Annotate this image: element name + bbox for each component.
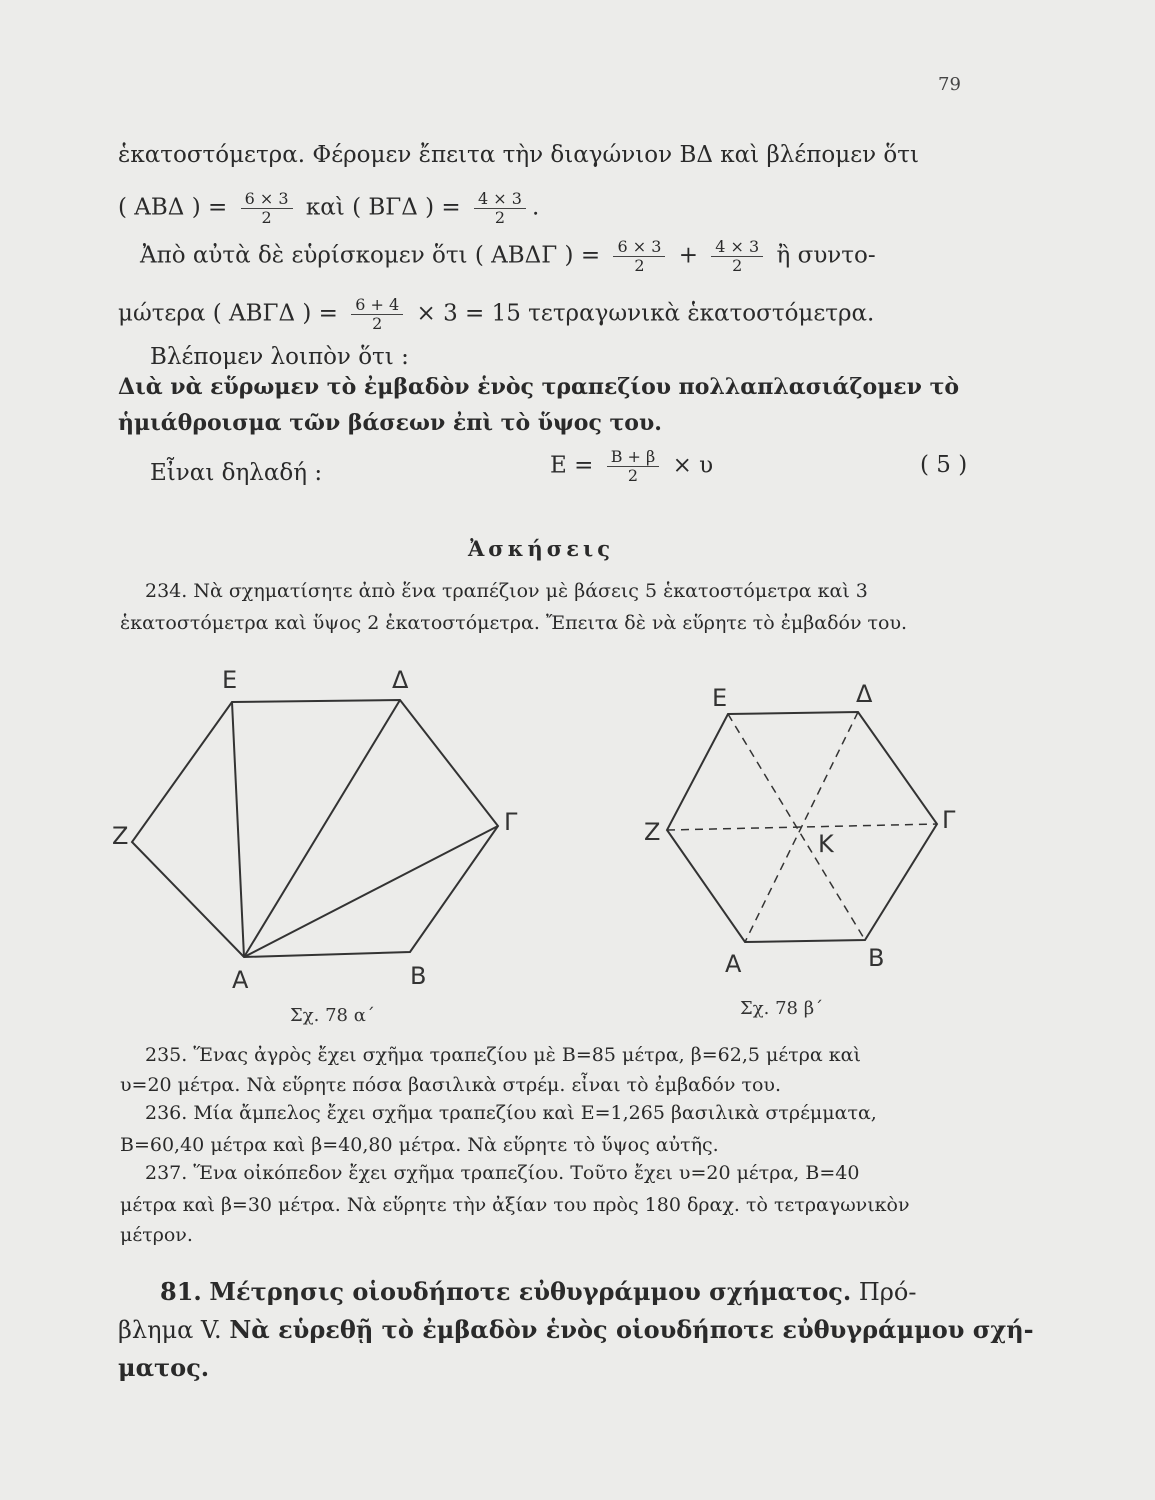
- fraction-denominator: 2: [627, 466, 639, 485]
- fraction-denominator: 2: [261, 208, 272, 227]
- para2-text-end: ἢ συντο-: [776, 242, 876, 269]
- exercise-236-line1: 236. Μία ἄμπελος ἔχει σχῆμα τραπεζίου καὶ Ε=1,265 βασιλικὰ στρέμματα,: [145, 1102, 877, 1124]
- vertex-label-g: Γ: [504, 808, 518, 836]
- section-81-line3: [118, 1352, 209, 1384]
- diagonal-da: [745, 712, 858, 942]
- rule-line2: ἡμιάθροισμα τῶν βάσεων ἐπὶ τὸ ὕψος του.: [118, 410, 662, 436]
- fraction-numerator: 6 × 3: [241, 190, 293, 209]
- fraction-numerator: 6 + 4: [351, 296, 403, 315]
- section-title: Μέτρησις οἱουδήποτε εὐθυγράμμου σχήματος.: [209, 1277, 852, 1306]
- vertex-label-g: Γ: [942, 806, 956, 834]
- exercise-237-line2: μέτρα καὶ β=30 μέτρα. Νὰ εὕρητε τὴν ἀξίαν του πρὸς 180 δραχ. τὸ τετραγωνικὸν: [120, 1194, 910, 1216]
- section-line1-end: Πρό-: [858, 1278, 917, 1306]
- section-81-line1: [160, 1276, 916, 1308]
- exercise-235-line2: υ=20 μέτρα. Νὰ εὕρητε πόσα βασιλικὰ στρέμ. εἶναι τὸ ἐμβαδόν του.: [120, 1074, 781, 1096]
- hexagon-a: [132, 700, 498, 957]
- para2-text-start: Ἀπὸ αὐτὰ δὲ εὑρίσκομεν ὅτι ( ΑΒΔΓ ) =: [140, 242, 601, 269]
- section-81-line2: [118, 1314, 1034, 1346]
- fraction-denominator: 2: [494, 208, 506, 227]
- area-abd-label: ( ΑΒΔ ) =: [118, 194, 228, 221]
- exercise-236-line2: Β=60,40 μέτρα καὶ β=40,80 μέτρα. Νὰ εὕρητε τὸ ὕψος αὐτῆς.: [120, 1134, 719, 1156]
- fraction-denominator: 2: [634, 256, 645, 275]
- fraction-numerator: 4 × 3: [474, 190, 526, 209]
- figure-78a: [132, 700, 498, 957]
- area-bgd-label: καὶ ( ΒΓΔ ) =: [305, 194, 461, 221]
- figure-caption-a: Σχ. 78 α΄: [290, 1005, 375, 1026]
- para3: Βλέπομεν λοιπὸν ὅτι :: [150, 344, 409, 370]
- exercises-heading: Ἀσκήσεις: [468, 536, 614, 561]
- vertex-label-b: Β: [868, 944, 885, 972]
- section-number: 81.: [160, 1277, 202, 1306]
- period: .: [531, 194, 540, 221]
- figure-78b: [667, 712, 937, 942]
- exercise-237-line1: 237. Ἕνα οἰκόπεδον ἔχει σχῆμα τραπεζίου. Τοῦτο ἔχει υ=20 μέτρα, Β=40: [145, 1162, 860, 1184]
- para2-line2-start: μώτερα ( ΑΒΓΔ ) =: [118, 300, 338, 327]
- problem-label: βλημα V.: [118, 1316, 222, 1344]
- formula-rhs: × υ: [672, 452, 714, 479]
- diagonal-ag: [244, 826, 498, 957]
- vertex-label-d: Δ: [392, 666, 409, 694]
- fraction-numerator: Β + β: [607, 448, 660, 467]
- vertex-label-e: Ε: [222, 666, 238, 694]
- formula-ref: ( 5 ): [920, 452, 968, 478]
- figure-caption-b: Σχ. 78 β΄: [740, 998, 824, 1019]
- exercise-234-line2: ἑκατοστόμετρα καὶ ὕψος 2 ἑκατοστόμετρα. Ἔπειτα δὲ νὰ εὕρητε τὸ ἐμβαδόν του.: [120, 612, 908, 634]
- fraction-denominator: 2: [732, 256, 743, 275]
- para1-line1: ἑκατοστόμετρα. Φέρομεν ἔπειτα τὴν διαγώνιον ΒΔ καὶ βλέπομεν ὅτι: [118, 142, 920, 168]
- formula-lhs: Ε =: [550, 452, 594, 479]
- vertex-label-a: Α: [232, 966, 249, 994]
- exercise-235-line1: 235. Ἕνας ἀγρὸς ἔχει σχῆμα τραπεζίου μὲ Β=85 μέτρα, β=62,5 μέτρα καὶ: [145, 1044, 861, 1066]
- diagonal-ae: [232, 702, 244, 957]
- center-label-k: Κ: [818, 830, 834, 858]
- exercise-237-line3: μέτρον.: [120, 1224, 193, 1246]
- exercise-234-line1: 234. Νὰ σχηματίσητε ἀπὸ ἕνα τραπέζιον μὲ βάσεις 5 ἑκατοστόμετρα καὶ 3: [145, 580, 868, 602]
- para2-line2-end: × 3 = 15 τετραγωνικὰ ἑκατοστόμετρα.: [416, 300, 875, 327]
- formula-intro: Εἶναι δηλαδή :: [150, 460, 323, 486]
- page-number: 79: [938, 74, 961, 95]
- fraction-numerator: 6 × 3: [613, 238, 665, 257]
- dashed-diagonals: [667, 712, 937, 942]
- problem-statement-end: ματος.: [118, 1353, 210, 1382]
- fraction-numerator: 4 × 3: [711, 238, 763, 257]
- vertex-label-b: Β: [410, 962, 427, 990]
- vertex-label-d: Δ: [856, 680, 873, 708]
- problem-statement: Νὰ εὑρεθῇ τὸ ἐμβαδὸν ἑνὸς οἱουδήποτε εὐθυγράμμου σχή-: [229, 1315, 1034, 1344]
- vertex-label-e: Ε: [712, 684, 728, 712]
- diagonal-ad: [244, 700, 400, 957]
- fraction-denominator: 2: [372, 314, 383, 333]
- diagonal-eb: [728, 714, 865, 940]
- vertex-label-z: Ζ: [112, 822, 129, 850]
- plus-sign: +: [678, 242, 698, 269]
- vertex-label-z: Ζ: [644, 818, 661, 846]
- vertex-label-a: Α: [725, 950, 742, 978]
- rule-line1: Διὰ νὰ εὕρωμεν τὸ ἐμβαδὸν ἑνὸς τραπεζίου πολλαπλασιάζομεν τὸ: [118, 374, 960, 400]
